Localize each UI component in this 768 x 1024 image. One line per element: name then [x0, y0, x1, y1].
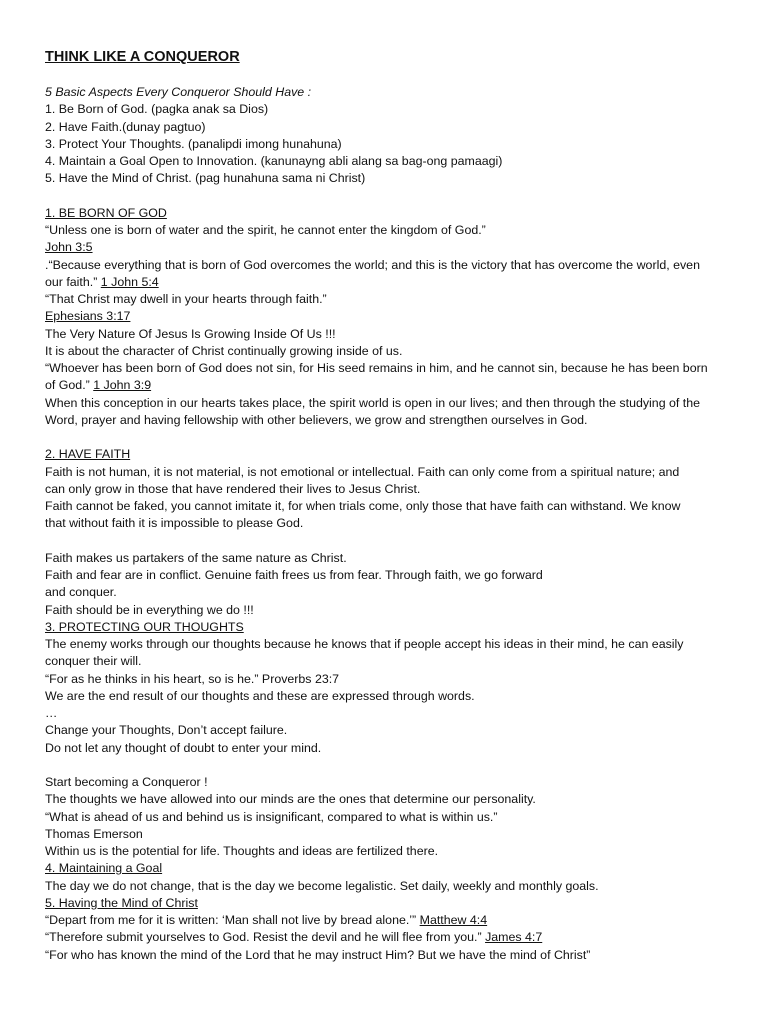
paragraph-line: “Whoever has been born of God does not sin, for His seed remains in him, and he cannot sin, because he has been born: [45, 361, 708, 375]
paragraph-line: …: [45, 706, 58, 720]
paragraph-line: The enemy works through our thoughts because he knows that if people accept his ideas in their mind, he can easily: [45, 637, 684, 651]
section-heading: 5. Having the Mind of Christ: [45, 895, 198, 910]
paragraph-line: Do not let any thought of doubt to enter your mind.: [45, 740, 322, 755]
intro-item: 2. Have Faith.(dunay pagtuo): [45, 119, 206, 134]
intro-item: 3. Protect Your Thoughts. (panalipdi imong hunahuna): [45, 136, 342, 151]
section-heading: 1. BE BORN OF GOD: [45, 205, 167, 220]
paragraph-line: Faith and fear are in conflict. Genuine faith frees us from fear. Through faith, we go forward: [45, 568, 543, 582]
paragraph-line: conquer their will.: [45, 654, 142, 669]
paragraph-line: [45, 274, 735, 291]
paragraph-text: “Therefore submit yourselves to God. Resist the devil and he will flee from you.”: [45, 930, 486, 945]
paragraph-line: Start becoming a Conqueror !: [45, 775, 208, 789]
page-title: THINK LIKE A CONQUEROR: [45, 49, 240, 65]
paragraph-line: “For as he thinks in his heart, so is he.” Proverbs 23:7: [45, 671, 340, 686]
paragraph-line: “That Christ may dwell in your hearts through faith.”: [45, 292, 327, 306]
document-body: [45, 84, 735, 964]
intro-heading: 5 Basic Aspects Every Conqueror Should Have :: [45, 85, 312, 99]
paragraph-line: We are the end result of our thoughts and these are expressed through words.: [45, 688, 475, 703]
section-heading: 4. Maintaining a Goal: [45, 861, 163, 876]
paragraph-line: Change your Thoughts, Don’t accept failure.: [45, 723, 288, 738]
paragraph-line: Faith cannot be faked, you cannot imitate it, for when trials come, only those that have faith can withstand. We know: [45, 499, 681, 513]
paragraph-line: It is about the character of Christ continually growing inside of us.: [45, 343, 403, 358]
paragraph-line: [45, 929, 735, 946]
paragraph-line: Faith is not human, it is not material, is not emotional or intellectual. Faith can only come from a spiritual nature; and: [45, 464, 680, 479]
paragraph-line: and conquer.: [45, 585, 117, 600]
paragraph-line: The Very Nature Of Jesus Is Growing Inside Of Us !!!: [45, 326, 336, 341]
paragraph-line: The day we do not change, that is the day we become legalistic. Set daily, weekly and monthly goals.: [45, 878, 599, 893]
paragraph-line: “What is ahead of us and behind us is insignificant, compared to what is within us.”: [45, 809, 498, 824]
paragraph-line: Word, prayer and having fellowship with other believers, we grow and strengthen ourselves in God.: [45, 412, 588, 427]
paragraph-line: Thomas Emerson: [45, 826, 143, 841]
paragraph-line: [45, 377, 735, 394]
scripture-reference: Matthew 4:4: [419, 913, 488, 927]
paragraph-text: “Depart from me for it is written: ‘Man shall not live by bread alone.’”: [45, 913, 420, 927]
paragraph-line: Faith should be in everything we do !!!: [45, 602, 254, 617]
intro-item: 1. Be Born of God. (pagka anak sa Dios): [45, 102, 269, 117]
paragraph-line: “For who has known the mind of the Lord that he may instruct Him? But we have the mind of Christ”: [45, 947, 591, 962]
section-heading: 2. HAVE FAITH: [45, 447, 131, 462]
scripture-reference: John 3:5: [45, 240, 93, 255]
paragraph-line: Within us is the potential for life. Thoughts and ideas are fertilized there.: [45, 844, 439, 858]
paragraph-text: of God.”: [45, 378, 94, 393]
scripture-reference: James 4:7: [485, 930, 543, 945]
paragraph-line: that without faith it is impossible to please God.: [45, 516, 304, 531]
scripture-reference: 1 John 5:4: [100, 274, 159, 289]
scripture-reference: Ephesians 3:17: [45, 309, 131, 324]
intro-item: 4. Maintain a Goal Open to Innovation. (kanunayng abli alang sa bag-ong pamaagi): [45, 154, 503, 168]
paragraph-text: our faith.”: [45, 274, 101, 289]
paragraph-line: Faith makes us partakers of the same nature as Christ.: [45, 550, 347, 565]
paragraph-line: “Unless one is born of water and the spirit, he cannot enter the kingdom of God.”: [45, 223, 486, 237]
paragraph-line: .“Because everything that is born of God overcomes the world; and this is the victory that has overcome the world, even: [45, 257, 700, 272]
paragraph-line: [45, 912, 735, 929]
intro-item: 5. Have the Mind of Christ. (pag hunahuna sama ni Christ): [45, 171, 366, 186]
paragraph-line: When this conception in our hearts takes place, the spirit world is open in our lives; and then through the studying of the: [45, 395, 701, 410]
section-heading: 3. PROTECTING OUR THOUGHTS: [45, 619, 244, 634]
scripture-reference: 1 John 3:9: [93, 378, 152, 393]
paragraph-line: The thoughts we have allowed into our minds are the ones that determine our personality.: [45, 792, 536, 807]
paragraph-line: can only grow in those that have rendered their lives to Jesus Christ.: [45, 481, 421, 496]
